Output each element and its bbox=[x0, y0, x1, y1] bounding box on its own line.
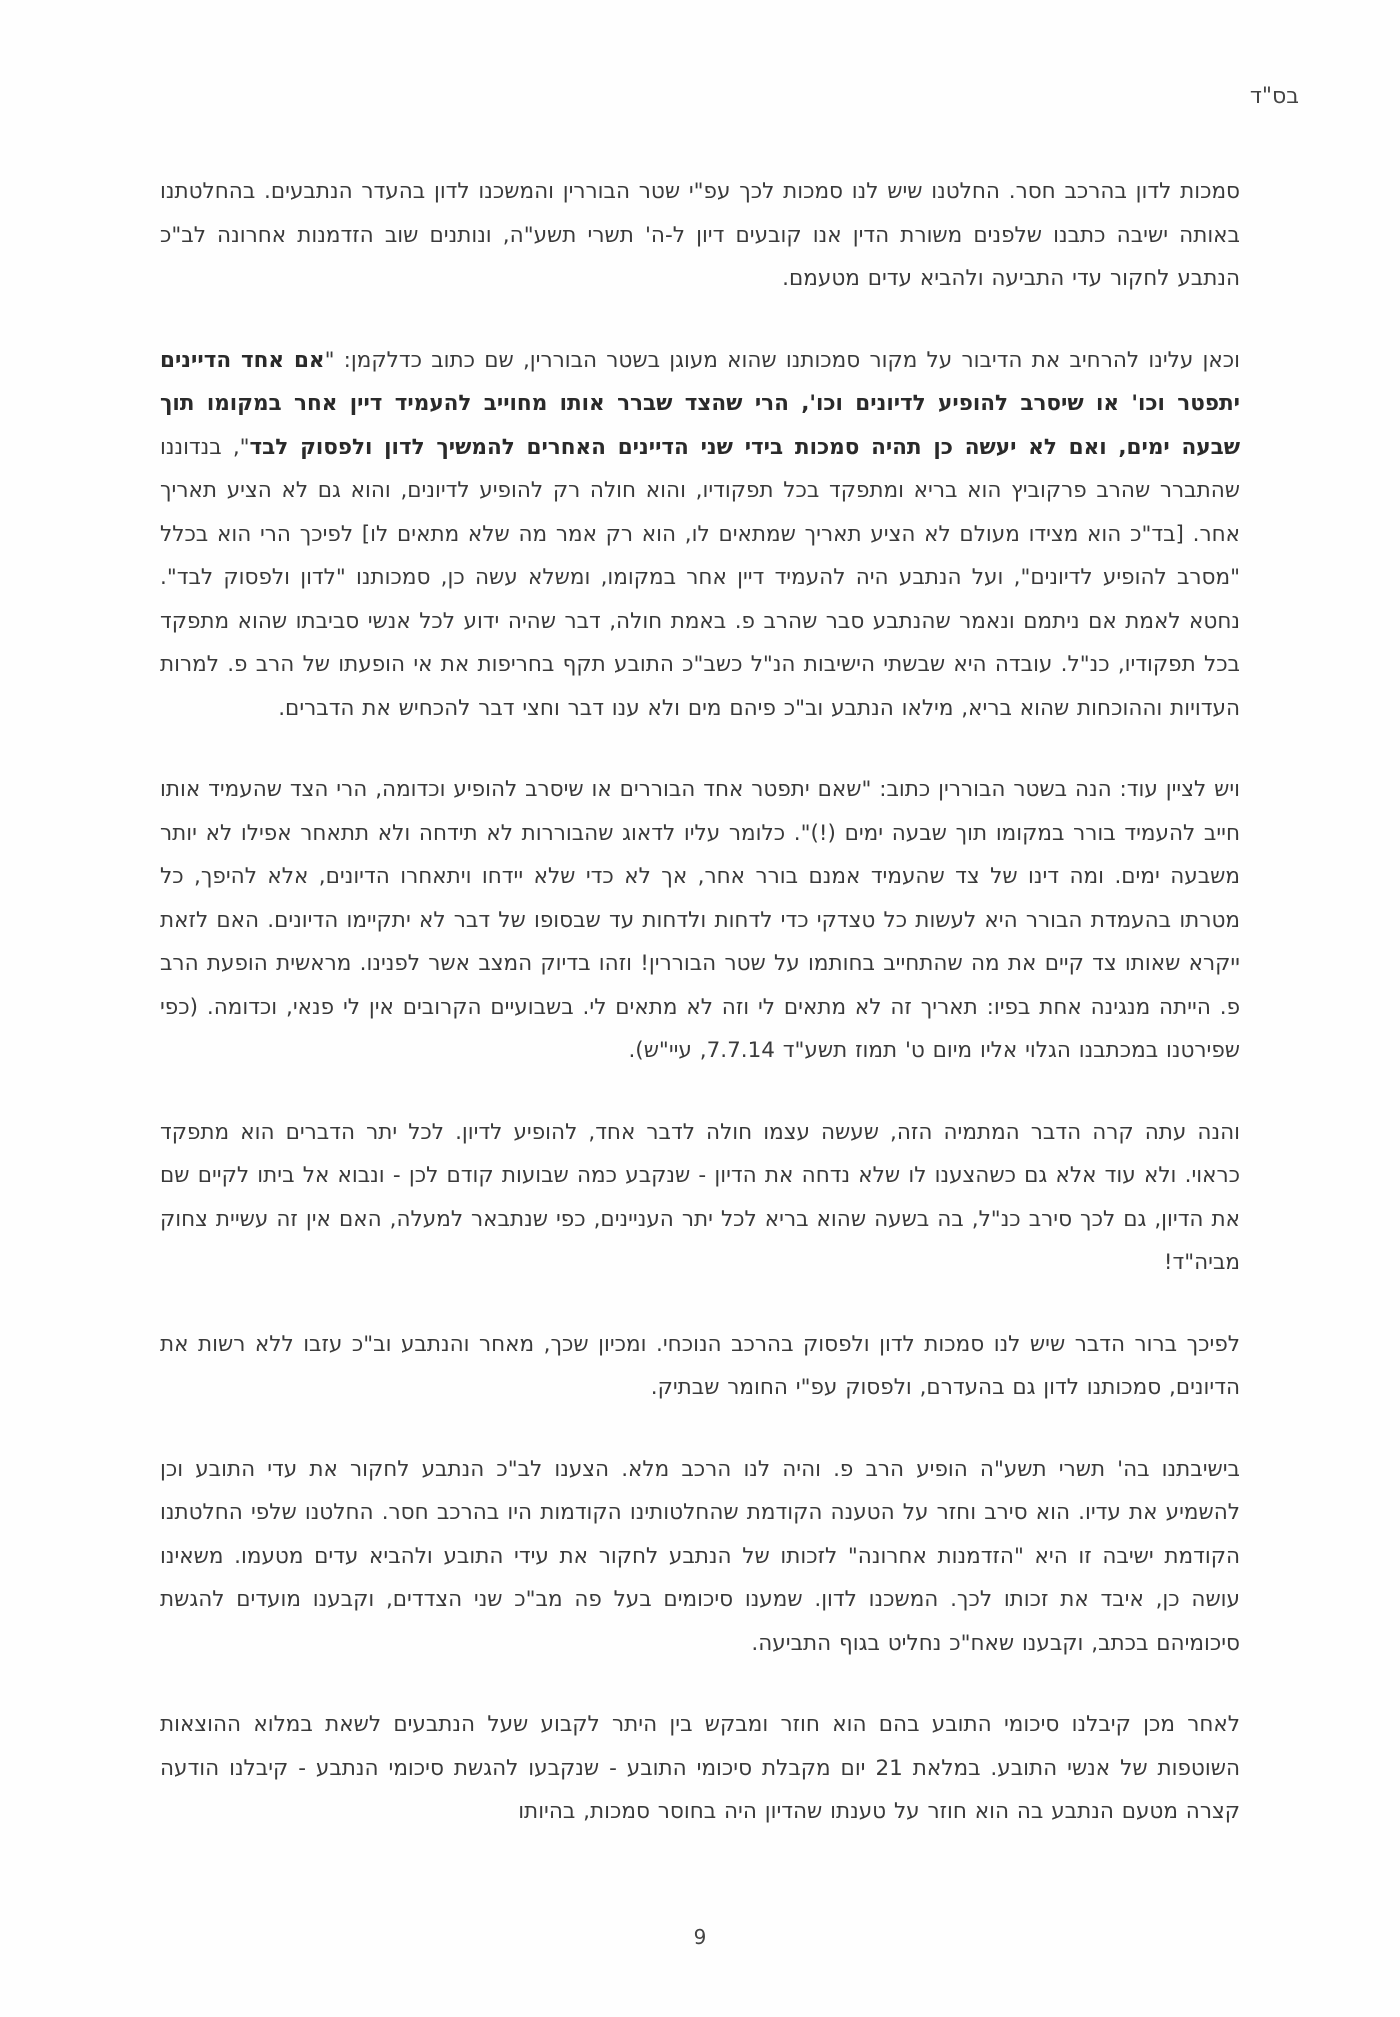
document-body bbox=[160, 170, 1240, 1872]
paragraph-7: לאחר מכן קיבלנו סיכומי התובע בהם הוא חוזר ומבקש בין היתר לקבוע שעל הנתבעים לשאת במלוא ההוצאות השוטפות של אנשי התובע. במלאת 21 יום מקבלת סיכומי התובע - שנקבעו להגשת סיכומי הנתבע - קיבלנו הודעה קצרה מטעם הנתבע בה הוא חוזר על טענתו שהדיון היה בחוסר סמכות, בהיותו bbox=[160, 1712, 1240, 1824]
paragraph-1: סמכות לדון בהרכב חסר. החלטנו שיש לנו סמכות לכך עפ"י שטר הבוררין והמשכנו לדון בהעדר הנתבעים. בהחלטתנו באותה ישיבה כתבנו שלפנים משורת הדין אנו קובעים דיון ל-ה' תשרי תשע"ה, ונותנים שוב הזדמנות אחרונה לב"כ הנתבע לחקור עדי התביעה ולהביא עדים מטעמם. bbox=[160, 179, 1240, 291]
page-number: 9 bbox=[693, 1925, 707, 1949]
paragraph-4: והנה עתה קרה הדבר המתמיה הזה, שעשה עצמו חולה לדבר אחד, להופיע לדיון. לכל יתר הדברים הוא מתפקד כראוי. ולא עוד אלא גם כשהצענו לו שלא נדחה את הדיון - שנקבע כמה שבועות קודם לכן - ונבוא אל ביתו לקיים שם את הדיון, גם לכך סירב כנ"ל, בה בשעה שהוא בריא לכל יתר העניינים, כפי שנתבאר למעלה, האם אין זה עשיית צחוק מביה"ד! bbox=[160, 1119, 1240, 1275]
paragraph-5: לפיכך ברור הדבר שיש לנו סמכות לדון ולפסוק בהרכב הנוכחי. ומכיון שכך, מאחר והנתבע וב"כ עזבו ללא רשות את הדיונים, סמכותנו לדון גם בהעדרם, ולפסוק עפ"י החומר שבתיק. bbox=[160, 1331, 1240, 1400]
header-mark: בס"ד bbox=[1249, 84, 1299, 109]
paragraph-2-rest: ", בנדוננו שהתברר שהרב פרקוביץ הוא בריא ומתפקד בכל תפקודיו, והוא חולה רק להופיע לדיונים, והוא גם לא הציע תאריך אחר. [בד"כ הוא מצידו מעולם לא הציע תאריך שמתאים לו, הוא רק אמר מה שלא מתאים לו] לפיכך הרי הוא בכלל "מסרב להופיע לדיונים", ועל הנתבע היה להעמיד דיין אחר במקומו, ומשלא עשה כן, סמכותנו "לדון ולפסוק לבד". נחטא לאמת אם ניתמם ונאמר שהנתבע סבר שהרב פ. באמת חולה, דבר שהיה ידוע לכל אנשי סביבתו שהוא מתפקד בכל תפקודיו, כנ"ל. עובדה היא שבשתי הישיבות הנ"ל כשב"כ התובע תקף בחריפות את אי הופעתו של הרב פ. למרות העדויות וההוכחות שהוא בריא, מילאו הנתבע וב"כ פיהם מים ולא ענו דבר וחצי דבר להכחיש את הדברים. bbox=[160, 434, 1240, 721]
paragraph-2-quote-bold: אם אחד הדיינים יתפטר וכו' או שיסרב להופיע לדיונים וכו', הרי שהצד שברר אותו מחוייב להעמיד דיין אחר במקומו תוך שבעה ימים, ואם לא יעשה כן תהיה סמכות בידי שני הדיינים האחרים להמשיך לדון ולפסוק לבד bbox=[160, 347, 1240, 460]
paragraph-2 bbox=[160, 339, 1240, 731]
paragraph-2-intro: וכאן עלינו להרחיב את הדיבור על מקור סמכותנו שהוא מעוגן בשטר הבוררין, שם כתוב כדלקמן: " bbox=[324, 347, 1240, 373]
paragraph-3: ויש לציין עוד: הנה בשטר הבוררין כתוב: "שאם יתפטר אחד הבוררים או שיסרב להופיע וכדומה, הרי הצד שהעמיד אותו חייב להעמיד בורר במקומו תוך שבעה ימים (!)". כלומר עליו לדאוג שהבוררות לא תידחה ולא תתאחר אפילו לא יותר משבעה ימים. ומה דינו של צד שהעמיד אמנם בורר אחר, אך לא כדי שלא יידחו ויתאחרו הדיונים, אלא להיפך, כל מטרתו בהעמדת הבורר היא לעשות כל טצדקי כדי לדחות ולדחות עד שבסופו של דבר לא יתקיימו הדיונים. האם לזאת ייקרא שאותו צד קיים את מה שהתחייב בחותמו על שטר הבוררין! וזהו בדיוק המצב אשר לפנינו. מראשית הופעת הרב פ. הייתה מנגינה אחת בפיו: תאריך זה לא מתאים לי וזה לא מתאים לי. בשבועיים הקרובים אין לי פנאי, וכדומה. (כפי שפירטנו במכתבנו הגלוי אליו מיום ט' תמוז תשע"ד 7.7.14, עיי"ש). bbox=[160, 777, 1240, 1063]
paragraph-6: בישיבתנו בה' תשרי תשע"ה הופיע הרב פ. והיה לנו הרכב מלא. הצענו לב"כ הנתבע לחקור את עדי התובע וכן להשמיע את עדיו. הוא סירב וחזר על הטענה הקודמת שהחלטותינו הקודמות היו בהרכב חסר. החלטנו שלפי החלטתנו הקודמת ישיבה זו היא "הזדמנות אחרונה" לזכותו של הנתבע לחקור את עידי התובע ולהביא עדים מטעמו. משאינו עושה כן, איבד את זכותו לכך. המשכנו לדון. שמענו סיכומים בעל פה מב"כ שני הצדדים, וקבענו מועדים להגשת סיכומיהם בכתב, וקבענו שאח"כ נחליט בגוף התביעה. bbox=[160, 1456, 1240, 1656]
